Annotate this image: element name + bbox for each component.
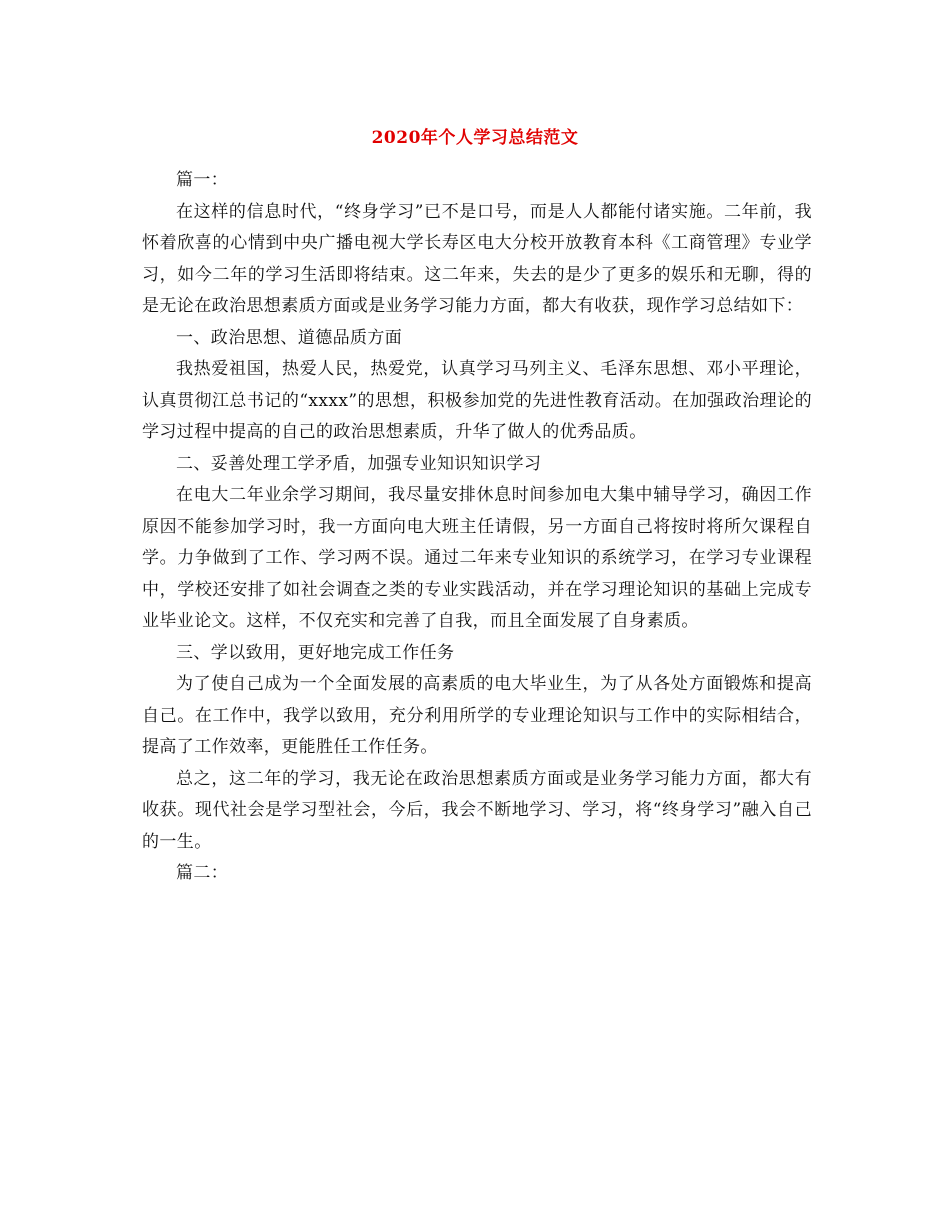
paragraph-intro: 在这样的信息时代，“终身学习”已不是口号，而是人人都能付诸实施。二年前，我怀着欣喜的心情到中央广播电视大学长寿区电大分校开放教育本科《工商管理》专业学习，如今二年的学习生活即将结束。这二年来，失去的是少了更多的娱乐和无聊，得的是无论在政治思想素质方面或是业务学习能力方面，都大有收获，现作学习总结如下： <box>142 201 812 316</box>
document-body <box>142 165 812 890</box>
section-heading-part-one: 篇一： <box>176 170 229 190</box>
paragraph-conclusion: 总之，这二年的学习，我无论在政治思想素质方面或是业务学习能力方面，都大有收获。现代社会是学习型社会，今后，我会不断地学习、学习，将“终身学习”融入自己的一生。 <box>142 768 812 852</box>
section-heading-application: 三、学以致用，更好地完成工作任务 <box>176 642 455 663</box>
section-heading-part-two: 篇二： <box>176 863 229 883</box>
section-heading-politics: 一、政治思想、道德品质方面 <box>176 327 403 348</box>
paragraph-politics: 我热爱祖国，热爱人民，热爱党，认真学习马列主义、毛泽东思想、邓小平理论，认真贯彻江总书记的“xxxx”的思想，积极参加党的先进性教育活动。在加强政治理论的学习过程中提高的自己的政治思想素质，升华了做人的优秀品质。 <box>142 359 812 442</box>
paragraph-application: 为了使自己成为一个全面发展的高素质的电大毕业生，为了从各处方面锻炼和提高自己。在工作中，我学以致用，充分利用所学的专业理论知识与工作中的实际相结合，提高了工作效率，更能胜任工作任务。 <box>142 674 812 757</box>
section-heading-work-study: 二、妥善处理工学矛盾，加强专业知识知识学习 <box>176 453 542 474</box>
document-title: 2020年个人学习总结范文 <box>371 128 579 148</box>
paragraph-work-study: 在电大二年业余学习期间，我尽量安排休息时间参加电大集中辅导学习，确因工作原因不能参加学习时，我一方面向电大班主任请假，另一方面自己将按时将所欠课程自学。力争做到了工作、学习两不误。通过二年来专业知识的系统学习，在学习专业课程中，学校还安排了如社会调查之类的专业实践活动，并在学习理论知识的基础上完成专业毕业论文。这样，不仅充实和完善了自我，而且全面发展了自身素质。 <box>142 485 812 631</box>
